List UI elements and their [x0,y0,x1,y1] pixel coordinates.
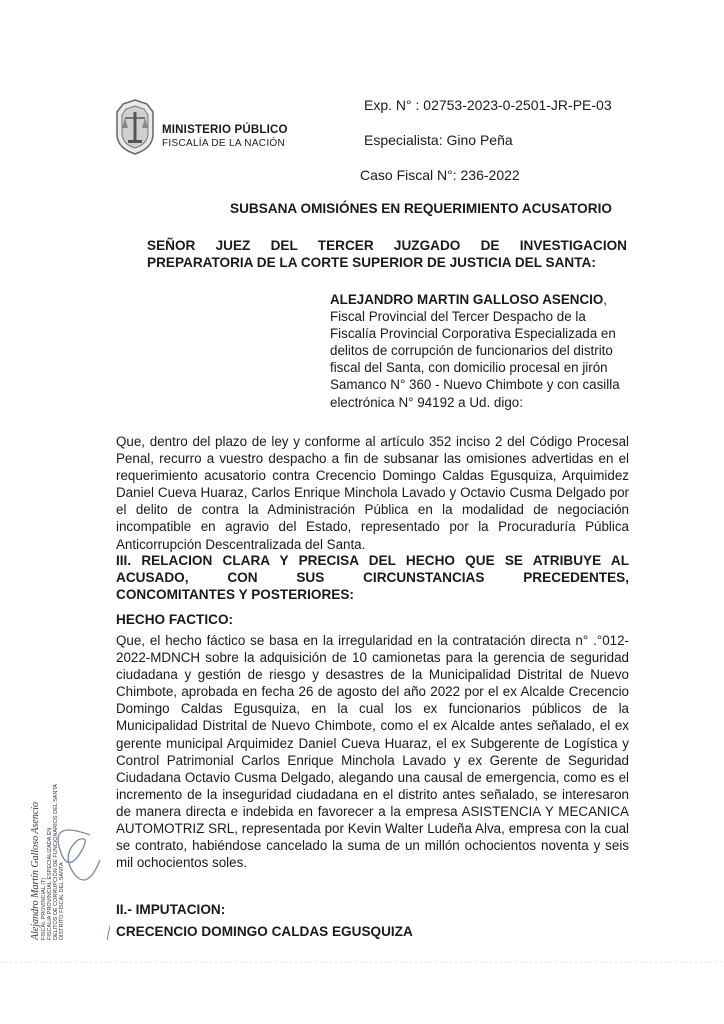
logo-title: MINISTERIO PÚBLICO [162,124,288,136]
ministerio-publico-emblem-icon [113,98,157,156]
stamp-role: FISCAL PROVINCIAL (T) [41,877,47,940]
salutation [147,237,627,271]
fiscal-stamp [30,780,110,940]
sender-description: Fiscal Provincial del Tercer Despacho de la Fiscalía Provincial Corporativa Especializada en delitos de corrupción de funcionarios del distrito fiscal del Santa, con domicilio procesal en jirón Samanco N° 360 - Nuevo Chimbote y con casilla electrónica N° 94192 a Ud. digo: [330,309,620,410]
salutation-line-1: SEÑOR JUEZ DEL TERCER JUZGADO DE INVESTIGACION [147,238,627,253]
section-2-heading: II.- IMPUTACION: [116,902,226,917]
document-title: SUBSANA OMISIÓNES EN REQUERIMIENTO ACUSATORIO [230,201,612,216]
section-3-line-3: CONCOMITANTES Y POSTERIORES: [116,587,354,602]
stamp-office: FISCALÍA PROVINCIAL ESPECIALIZADA EN [47,827,53,940]
sender-name: ALEJANDRO MARTIN GALLOSO ASENCIO [330,292,604,307]
accused-name: CRECENCIO DOMINGO CALDAS EGUSQUIZA [116,924,413,939]
section-3-heading [116,552,629,603]
page-fold-mark [0,952,724,958]
salutation-line-2: PREPARATORIA DE LA CORTE SUPERIOR DE JUSTICIA DEL SANTA: [147,255,596,270]
caso-fiscal: Caso Fiscal N°: 236-2022 [360,167,520,183]
sender-block: ALEJANDRO MARTIN GALLOSO ASENCIO, Fiscal Provincial del Tercer Despacho de la Fiscalía Provincial Corporativa Especializada en delitos de corrupción de funcionarios del distrito fiscal del Santa, con domicilio procesal en jirón Samanco N° 360 - Nuevo Chimbote y con casilla electrónica N° 94192 a Ud. digo: [330,292,620,410]
logo-subtitle: FISCALÍA DE LA NACIÓN [162,138,286,149]
stamp-district: DISTRITO FISCAL DEL SANTA [59,862,65,940]
especialista: Especialista: Gino Peña [364,132,513,148]
intro-paragraph: Que, dentro del plazo de ley y conforme al artículo 352 inciso 2 del Código Procesal Penal, recurro a vuestro despacho a fin de subsanar las omisiones advertidas en el requerimiento acusatorio contra Crecencio Domingo Caldas Egusquiza, Arquimidez Daniel Cueva Huaraz, Carlos Enrique Minchola Lavado y Octavio Cusma Delgado por el delito de contra la Administración Pública en la modalidad de negociación incompatible en agravio del Estado, representado por la Procuraduría Pública Anticorrupción Descentralizada del Santa. [116,434,629,552]
stamp-office-detail: DELITOS DE CORRUPCIÓN DE FUNCIONARIOS DEL SANTA [53,783,59,940]
expediente-number: Exp. N° : 02753-2023-0-2501-JR-PE-03 [364,97,612,113]
hecho-factico-heading: HECHO FACTICO: [116,612,234,627]
section-3-line-2: ACUSADO, CON SUS CIRCUNSTANCIAS PRECEDENTES, [116,570,629,585]
section-3-line-1: III. RELACION CLARA Y PRECISA DEL HECHO QUE SE ATRIBUYE AL [116,553,629,568]
logo-text [162,124,288,150]
hecho-factico-text: Que, el hecho fáctico se basa en la irregularidad en la contratación directa n° .°012-2022-MDNCH sobre la adquisición de 10 camionetas para la gerencia de seguridad ciudadana y gestión de riesgo y desastres de la Municipalidad Distrital de Nuevo Chimbote, aprobada en fecha 26 de agosto del año 2022 por el ex Alcalde Crecencio Domingo Caldas Egusquiza, en la cual los ex funcionarios públicos de la Municipalidad Distrital de Nuevo Chimbote, como el ex Alcalde antes señalado, el ex gerente municipal Arquimidez Daniel Cueva Huaraz, el ex Subgerente de Logística y Control Patrimonial Carlos Enrique Minchola Lavado y ex Gerente de Seguridad Ciudadana Octavio Cusma Delgado, alegando una causal de emergencia, como es el incremento de la inseguridad ciudadana en el distrito antes señalado, se interesaron de manera directa e indebida en favorecer a la empresa ASISTENCIA Y MECANICA AUTOMOTRIZ SRL, representada por Kevin Walter Ludeña Alva, empresa con la cual se contrato, habiéndose cancelado la suma de un millón ochocientos noventa y seis mil ochocientos soles. [116,633,629,871]
stamp-name: Alejandro Martín Galloso Asencio [30,801,41,940]
